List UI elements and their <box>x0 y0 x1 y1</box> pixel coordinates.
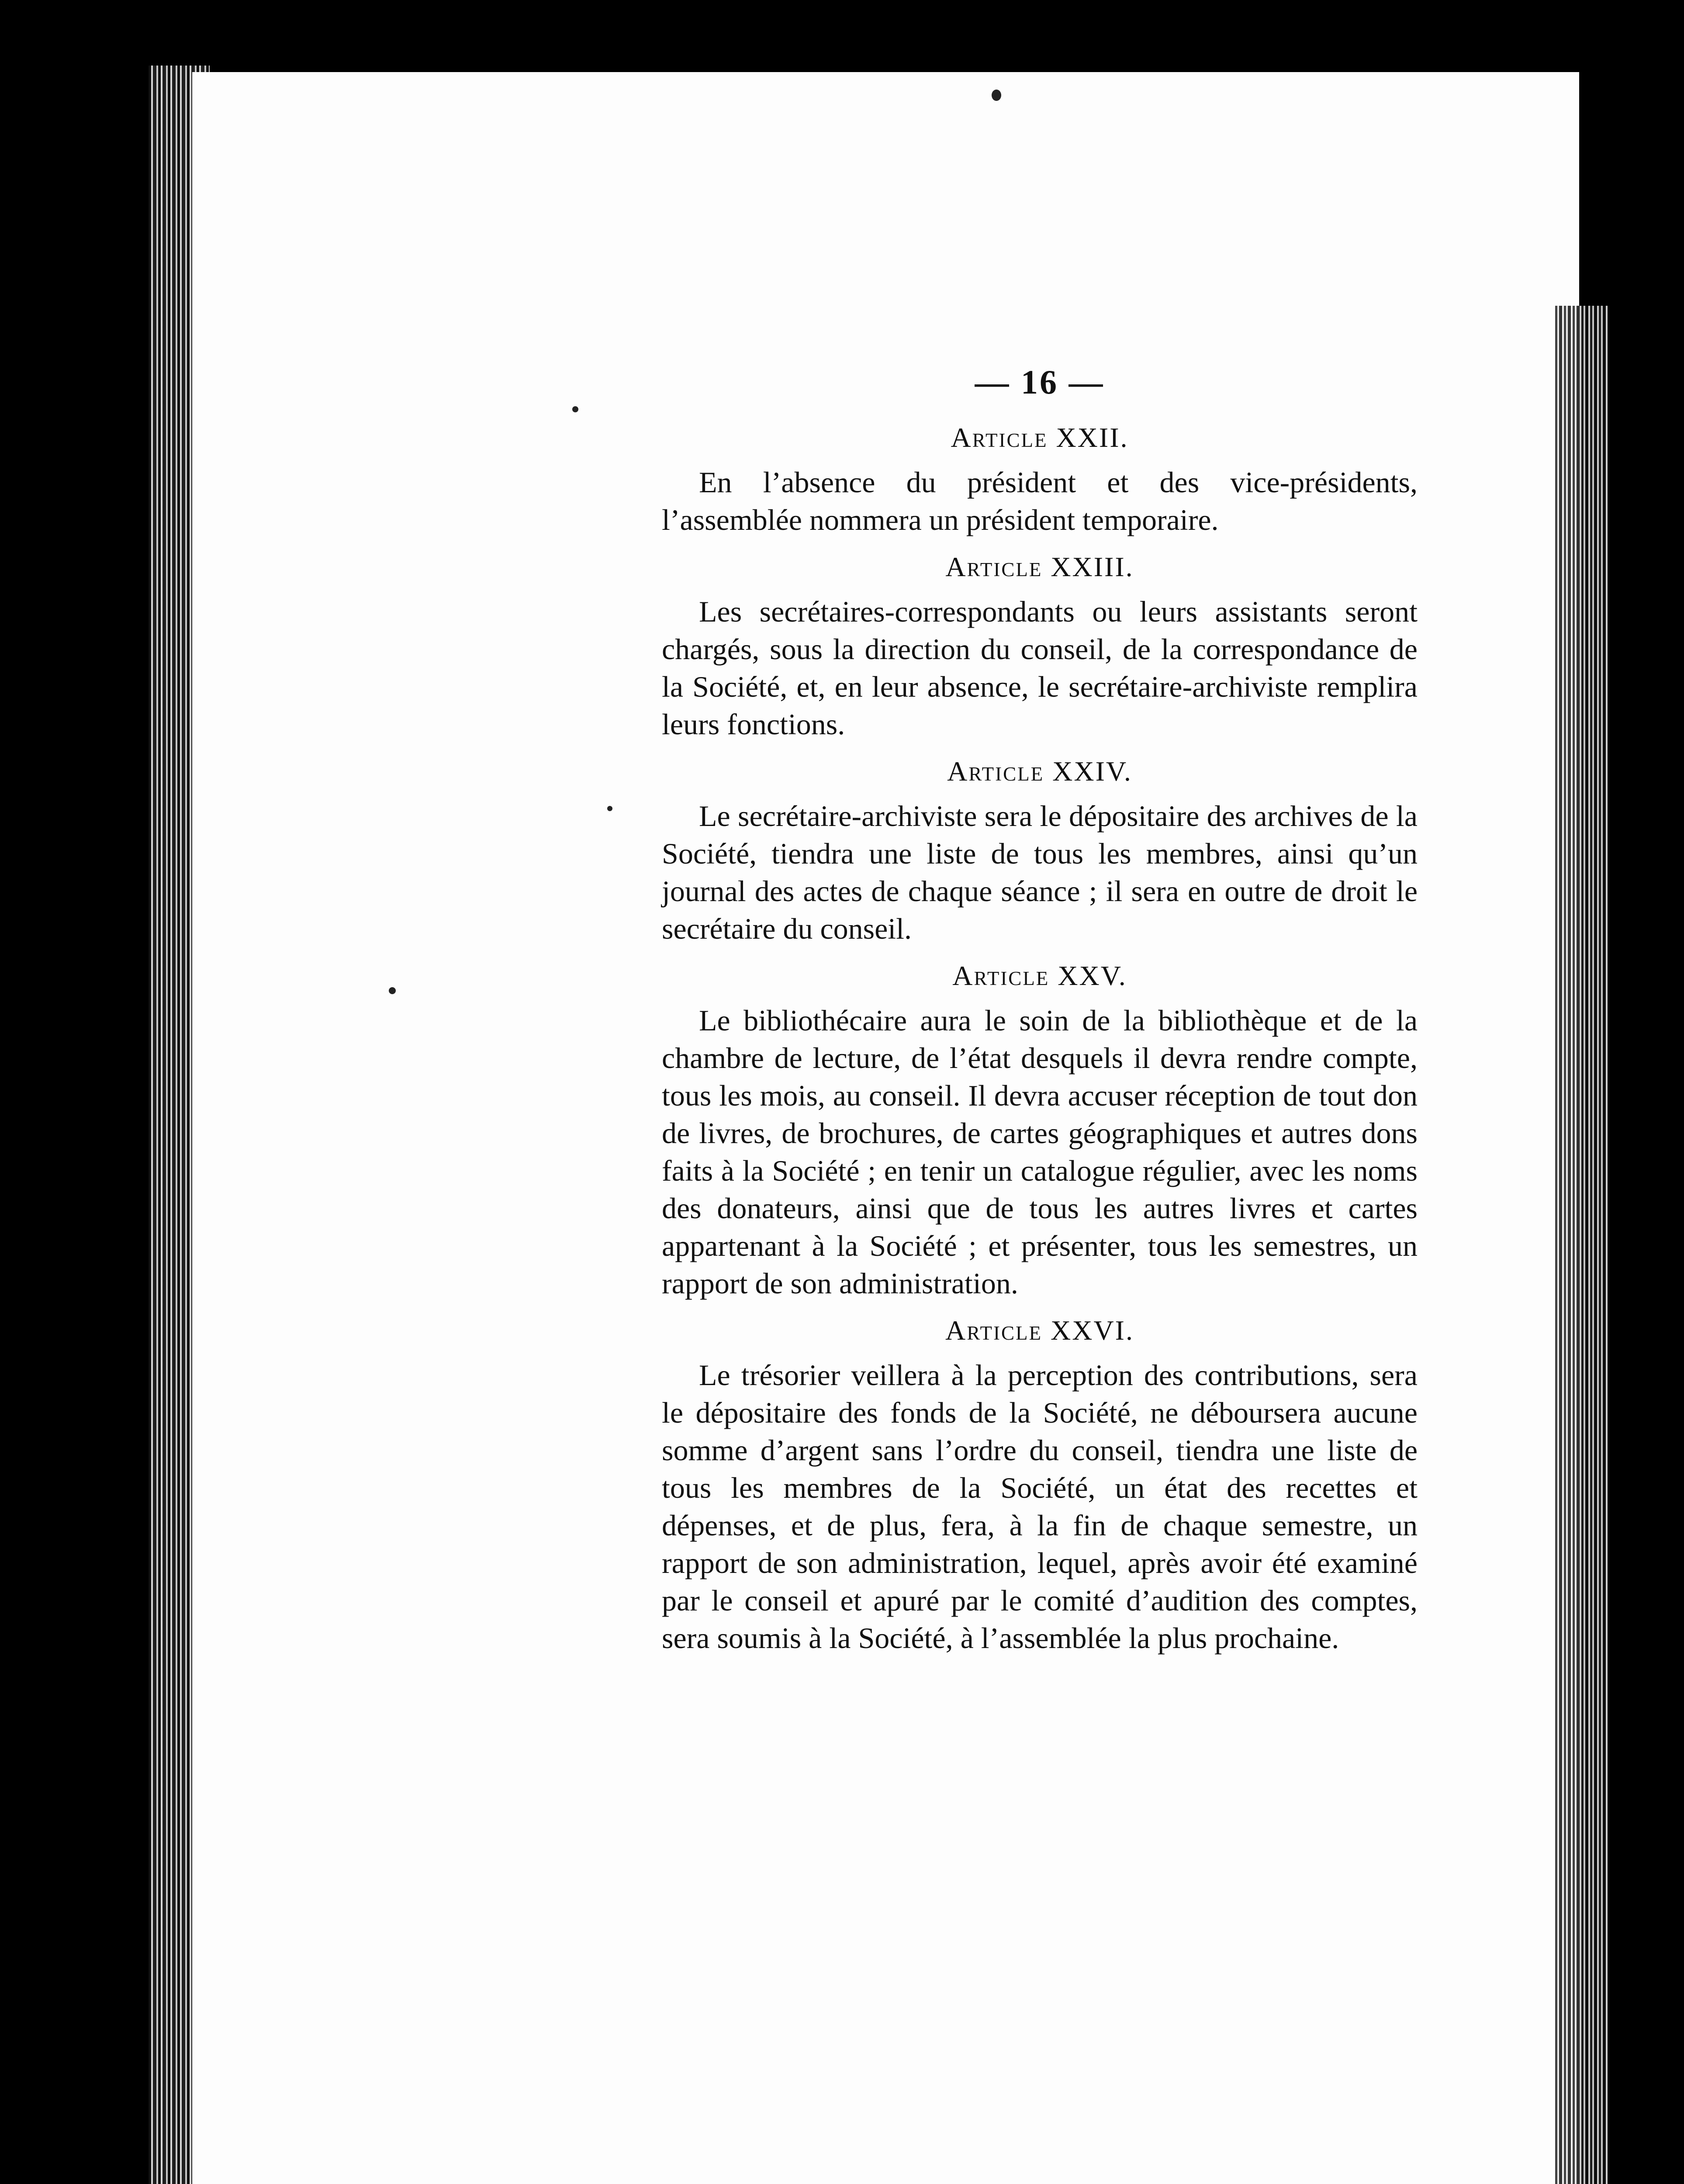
right-binding-edge <box>1555 306 1608 2184</box>
article-paragraph: Les secrétaires-correspondants ou leurs assistants seront chargés, sous la direction du conseil, de la correspondance de la Société, et, en leur absence, le secrétaire-archiviste remplira leurs fonctions. <box>662 595 1418 741</box>
scan-speck <box>607 806 612 811</box>
page-number: — 16 — <box>975 363 1105 401</box>
article-paragraph: Le trésorier veillera à la perception des contributions, sera le dépositaire des fonds de la Société, ne déboursera aucune somme d’argent sans l’ordre du conseil, tiendra une liste de tous les membres de la Société, un état des recettes et dépenses, et de plus, fera, à la fin de chaque semestre, un rapport de son administration, lequel, après avoir été examiné par le conseil et apuré par le comité d’audition des comptes, sera soumis à la Société, à l’assemblée la plus prochaine. <box>662 1358 1418 1655</box>
document-body <box>662 363 1418 1669</box>
article-heading: Article XXIII. <box>945 551 1134 582</box>
scan-speck <box>572 406 578 412</box>
scan-speck <box>992 90 1001 101</box>
article-heading: Article XXV. <box>952 960 1127 991</box>
article-paragraph: En l’absence du président et des vice-présidents, l’assemblée nommera un président temporaire. <box>662 466 1418 536</box>
scan-speck <box>389 987 396 994</box>
article-heading: Article XXIV. <box>947 756 1132 787</box>
article-paragraph: Le secrétaire-archiviste sera le dépositaire des archives de la Société, tiendra une liste de tous les membres, ainsi qu’un journal des actes de chaque séance ; il sera en outre de droit le secrétaire du conseil. <box>662 799 1418 945</box>
article-heading: Article XXVI. <box>945 1315 1134 1346</box>
article-paragraph: Le bibliothécaire aura le soin de la bibliothèque et de la chambre de lecture, de l’état desquels il devra rendre compte, tous les mois, au conseil. Il devra accuser réception de tout don de livres, de brochures, de cartes géographiques et autres dons faits à la Société ; en tenir un catalogue régulier, avec les noms des donateurs, ainsi que de tous les autres livres et cartes appartenant à la Société ; et présenter, tous les semestres, un rapport de son administration. <box>662 1004 1418 1300</box>
article-heading: Article XXII. <box>951 422 1129 453</box>
